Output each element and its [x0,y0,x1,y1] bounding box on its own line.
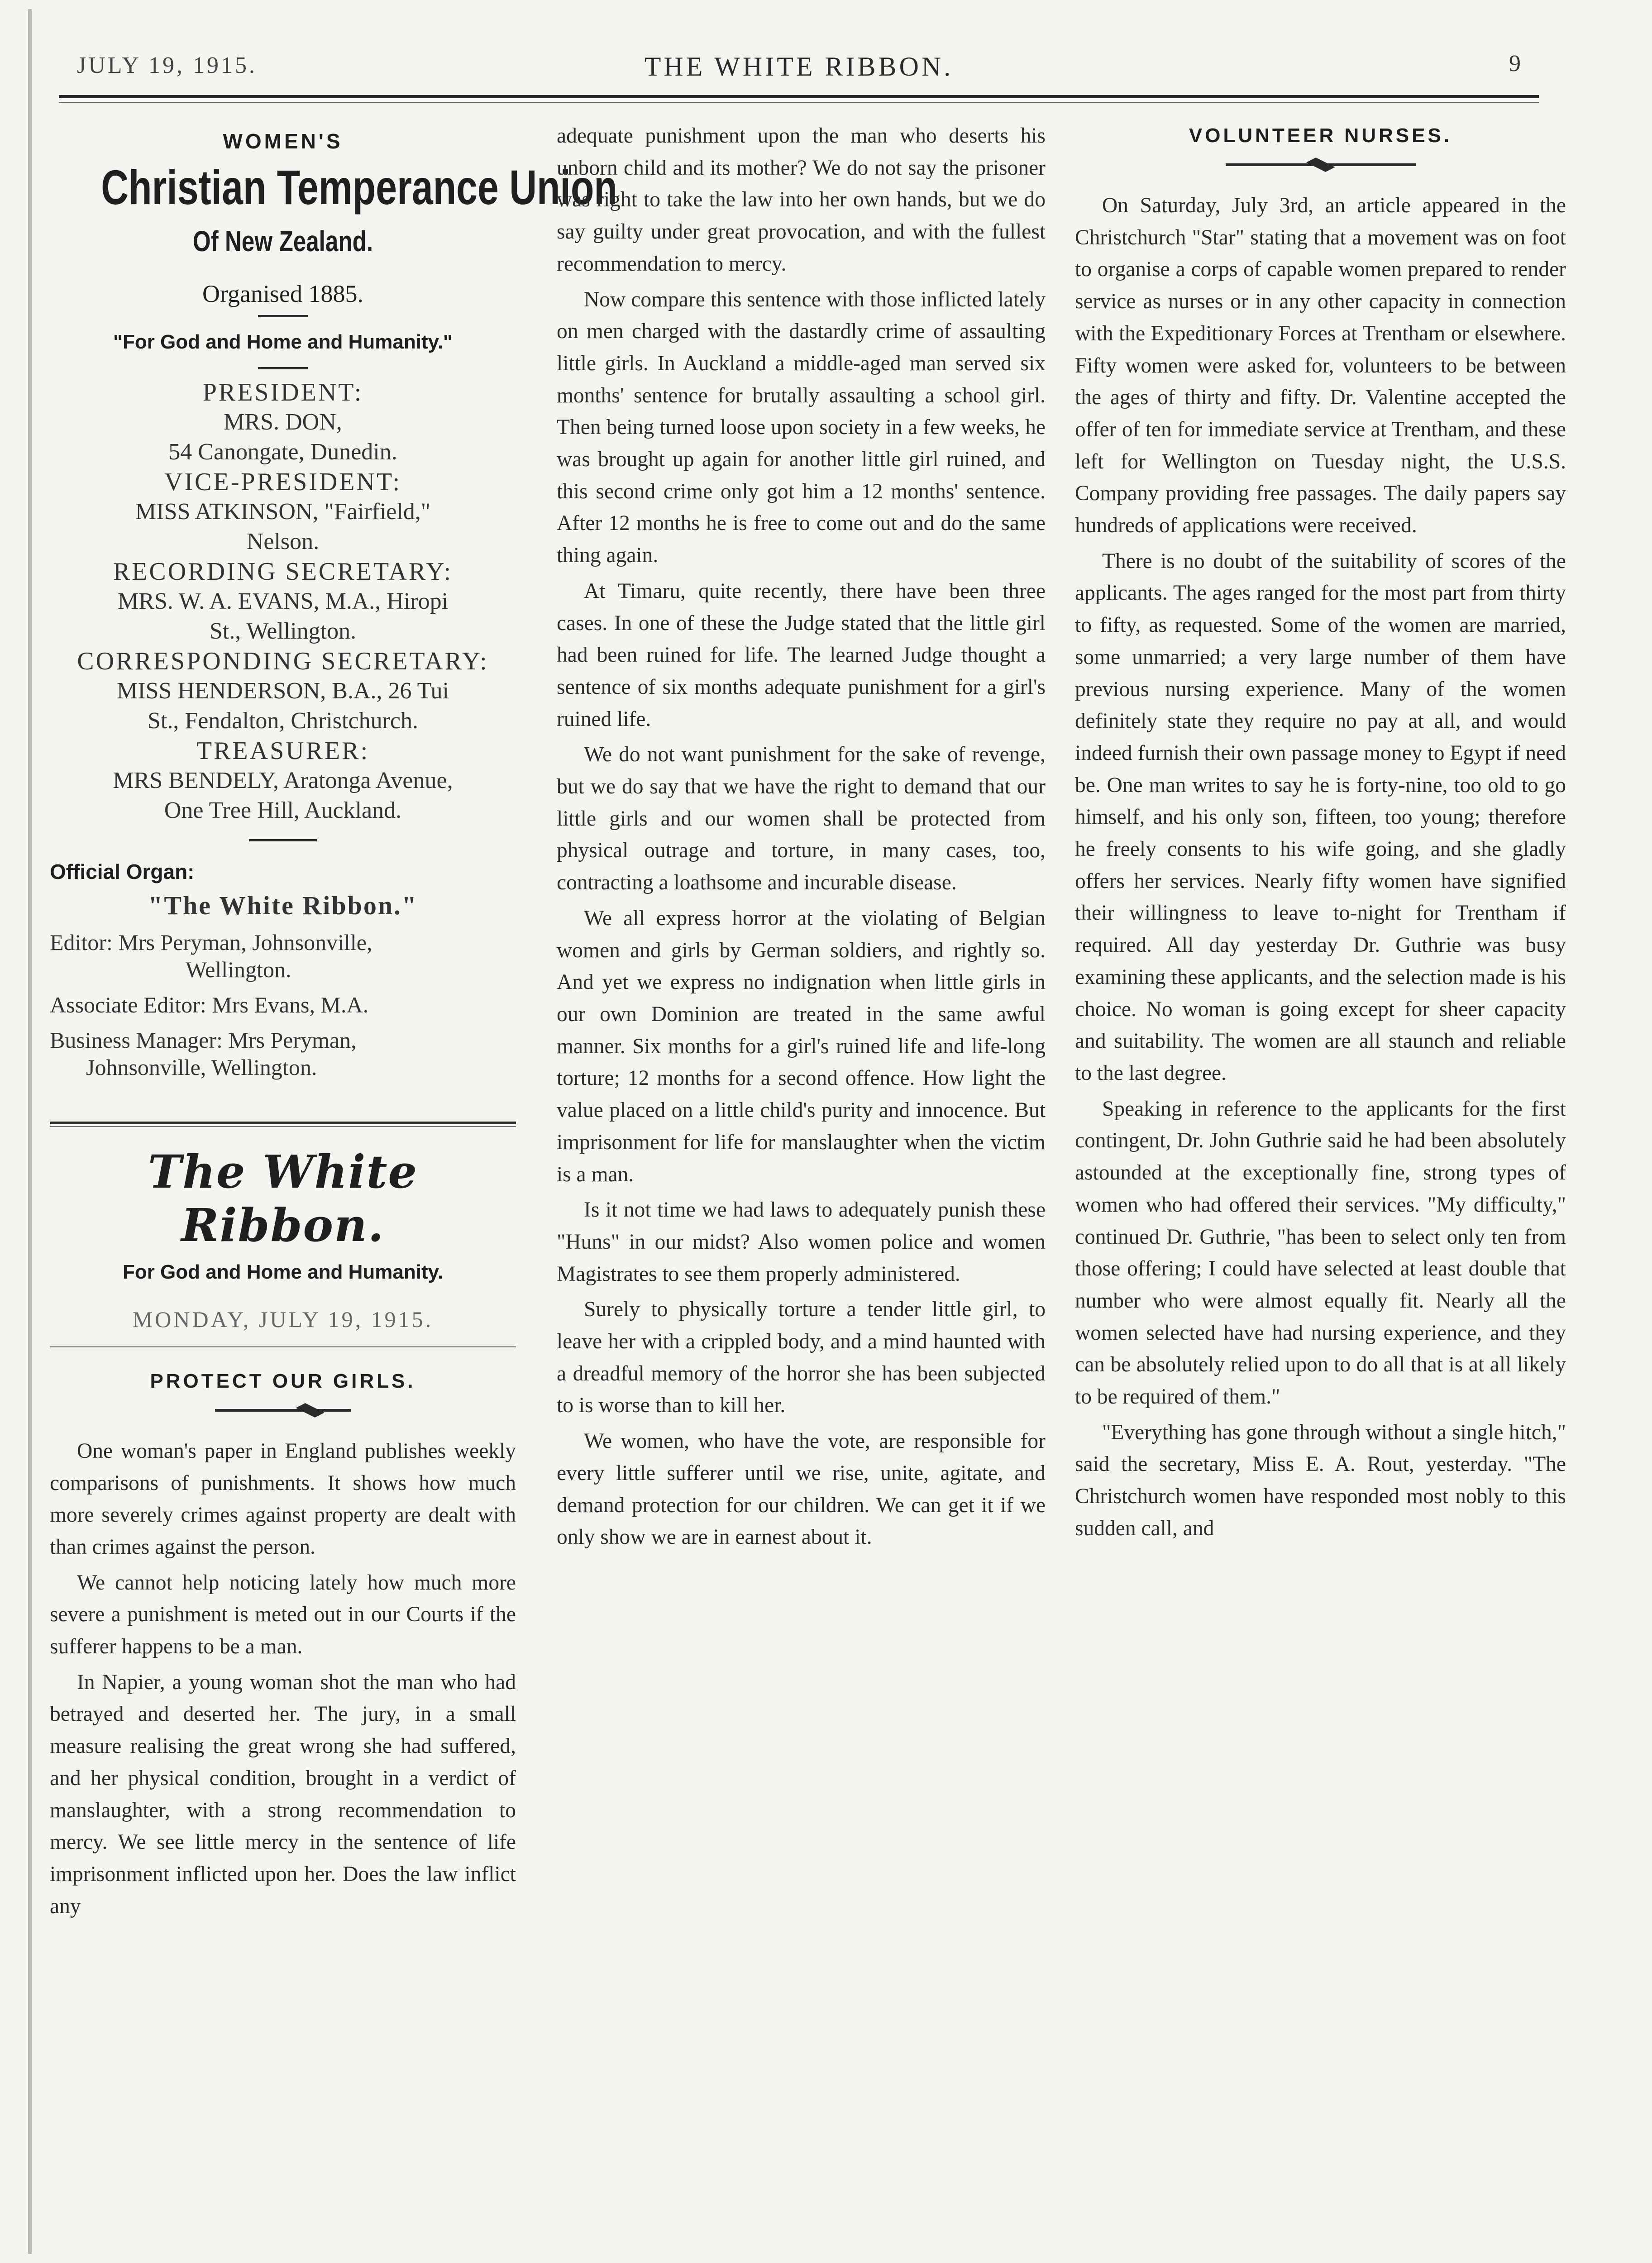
volunteer-article [1075,190,1566,1545]
article-paragraph: Now compare this sentence with those inflicted lately on men charged with the dastardly crime of assaulting little girls. In Auckland a middle-aged man served six months' sentence for brutally assaulting a school girl. Then being turned loose upon society in a few weeks, he was brought up again for another little girl ruined, and this second crime only got him a 12 months' sentence. After 12 months he is free to come out and do the same thing again. [557,287,1046,568]
header-title: THE WHITE RIBBON. [644,52,954,81]
volunteer-heading: VOLUNTEER NURSES. [1189,124,1452,147]
treasurer-line1: MRS BENDELY, Aratonga Avenue, [113,767,453,793]
corresponding-secretary-role: CORRESPONDING SECRETARY: [77,647,489,675]
divider [249,839,317,841]
recording-secretary-role: RECORDING SECRETARY: [113,557,453,586]
column-3 [1075,120,1566,1545]
column-1 [50,120,617,1922]
union-country: Of New Zealand. [192,224,373,258]
masthead-date: MONDAY, JULY 19, 1915. [132,1306,434,1332]
masthead-title: The White Ribbon. [148,1145,418,1252]
article-paragraph: On Saturday, July 3rd, an article appeared in the Christchurch "Star" stating that a movement was on foot to organise a corps of capable women prepared to render service as nurses or in any other capacity in connection with the Expeditionary Forces at Trentham or elsewhere. Fifty women were asked for, volunteers to be between the ages of thirty and fifty. Dr. Valentine accepted the offer of ten for immediate service at Trentham, and these left for Wellington on Tuesday night, the U.S.S. Company providing free passages. The daily papers say hundreds of applications were received. [1075,194,1566,538]
recording-secretary-line1: MRS. W. A. EVANS, M.A., Hiropi [117,588,449,614]
divider [258,315,308,317]
arrow-divider [1226,163,1416,166]
masthead-rule-thin [50,1126,516,1127]
business-manager-line2: Johnsonville, Wellington. [86,1054,317,1080]
article-paragraph: There is no doubt of the suitability of scores of the applicants. The ages ranged for the most part from thirty to fifty, as requested. Some of the women are married, some unmarried; a very large number of them have previous nursing experience. Many of the women definitely state they require no pay at all, and would indeed furnish their own passage money to Egypt if need be. One man writes to say he is forty-nine, too old to go himself, and his only son, fifteen, too young; therefore he freely consents to his wife going, and she gladly offers her services. Nearly fifty women have signified their willingness to leave to-night for Trentham if required. All day yesterday Dr. Guthrie was busy examining these applicants, and the selection made is his choice. No woman is going except for sheer capacity and suitability. The women are all staunch and reliable to the last degree. [1075,549,1566,1085]
page-edge [28,9,32,2254]
article-paragraph: At Timaru, quite recently, there have been three cases. In one of these the Judge stated that the little girl had been ruined for life. The learned Judge thought a sentence of six months adequate punishment for a girl's ruined life. [557,579,1046,731]
editor-line1: Editor: Mrs Peryman, Johnsonville, [50,929,372,955]
union-motto: "For God and Home and Humanity." [113,330,453,353]
article-paragraph: One woman's paper in England publishes weekly comparisons of punishments. It shows how much more severely crimes against property are dealt with than crimes against the person. [50,1439,516,1559]
business-manager-line1: Business Manager: Mrs Peryman, [50,1027,357,1053]
president-role: PRESIDENT: [202,378,363,406]
organised-date: Organised 1885. [202,280,363,307]
page-number: 9 [1509,51,1521,76]
associate-editor: Associate Editor: Mrs Evans, M.A. [50,992,369,1017]
column-2 [557,120,1046,1553]
editor-line2: Wellington. [186,956,291,982]
recording-secretary-line2: St., Wellington. [209,618,357,644]
article-paragraph: adequate punishment upon the man who deserts his unborn child and its mother? We do not say the prisoner was right to take the law into her own hands, but we do say guilty under great provocation, and with the fullest recommendation to mercy. [557,124,1046,276]
article-paragraph: We women, who have the vote, are responsible for every little sufferer until we rise, unite, agitate, and demand protection for our children. We can get it if we only show we are in earnest about it. [557,1429,1046,1549]
editorial-staff [50,929,516,1081]
union-name: Christian Temperance Union [101,160,617,215]
treasurer-role: TREASURER: [196,736,370,765]
protect-heading: PROTECT OUR GIRLS. [150,1370,416,1392]
article-paragraph: Is it not time we had laws to adequately punish these "Huns" in our midst? Also women police and women Magistrates to see them properly administered. [557,1198,1046,1286]
running-header [59,48,1539,84]
article-paragraph: We all express horror at the violating of Belgian women and girls by German soldiers, and rightly so. And yet we express no indignation when little girls in our own Dominion are treated in the same awful manner. Six months for a girl's ruined life and life-long torture; 12 months for a second offence. How light the value placed on a little child's purity and innocence. But imprisonment for life for manslaughter when the victim is a man. [557,906,1046,1186]
vice-president-line2: Nelson. [246,528,320,554]
arrow-divider [215,1409,351,1412]
divider [258,367,308,369]
header-rule [59,95,1539,98]
protect-article-part2 [557,120,1046,1553]
article-paragraph: Speaking in reference to the applicants for the first contingent, Dr. John Guthrie said he had been absolutely astounded at the exceptionally fine, strong types of women who had offered their services. "My difficulty," continued Dr. Guthrie, "has been to select only ten from those offering; I could have selected at least double that number who were almost equally fit. Nearly all the women selected have had nursing experience, and they can be absolutely relied upon to do all that is at all likely to be required of them." [1075,1097,1566,1409]
divider [50,1346,516,1347]
vice-president-line1: MISS ATKINSON, "Fairfield," [135,498,431,525]
article-paragraph: We cannot help noticing lately how much more severe a punishment is meted out in our Courts if the sufferer happens to be a man. [50,1571,516,1659]
treasurer-line2: One Tree Hill, Auckland. [164,797,402,823]
vice-president-role: VICE-PRESIDENT: [164,468,401,496]
womens-label: WOMEN'S [223,129,343,153]
header-rule-thin [59,102,1539,103]
article-paragraph: Surely to physically torture a tender little girl, to leave her with a crippled body, and a mind haunted with a dreadful memory of the horror she has been subjected to is worse than to kill her. [557,1298,1046,1418]
official-organ-name: "The White Ribbon." [148,890,418,920]
header-date: JULY 19, 1915. [77,53,257,78]
masthead-motto: For God and Home and Humanity. [122,1260,444,1283]
masthead-rule [50,1122,516,1124]
protect-article-part1 [50,1435,516,1923]
article-paragraph: We do not want punishment for the sake of revenge, but we do say that we have the right to demand that our little girls and our women shall be protected from physical outrage and torture, in many cases, too, contracting a loathsome and incurable disease. [557,743,1046,895]
officers-list [50,377,516,826]
president-address: 54 Canongate, Dunedin. [168,439,397,465]
corresponding-secretary-line2: St., Fendalton, Christchurch. [148,707,418,734]
article-paragraph: In Napier, a young woman shot the man who had betrayed and deserted her. The jury, in a small measure realising the great wrong she had suffered, and her physical condition, brought in a verdict of manslaughter, with a strong recommendation to mercy. We see little mercy in the sentence of life imprisonment inflicted upon her. Does the law inflict any [50,1670,516,1918]
official-organ-heading: Official Organ: [50,859,195,883]
article-paragraph: "Everything has gone through without a single hitch," said the secretary, Miss E. A. Rout, yesterday. "The Christchurch women have responded most nobly to this sudden call, and [1075,1420,1566,1540]
president-name: MRS. DON, [224,409,342,435]
corresponding-secretary-line1: MISS HENDERSON, B.A., 26 Tui [117,678,449,704]
